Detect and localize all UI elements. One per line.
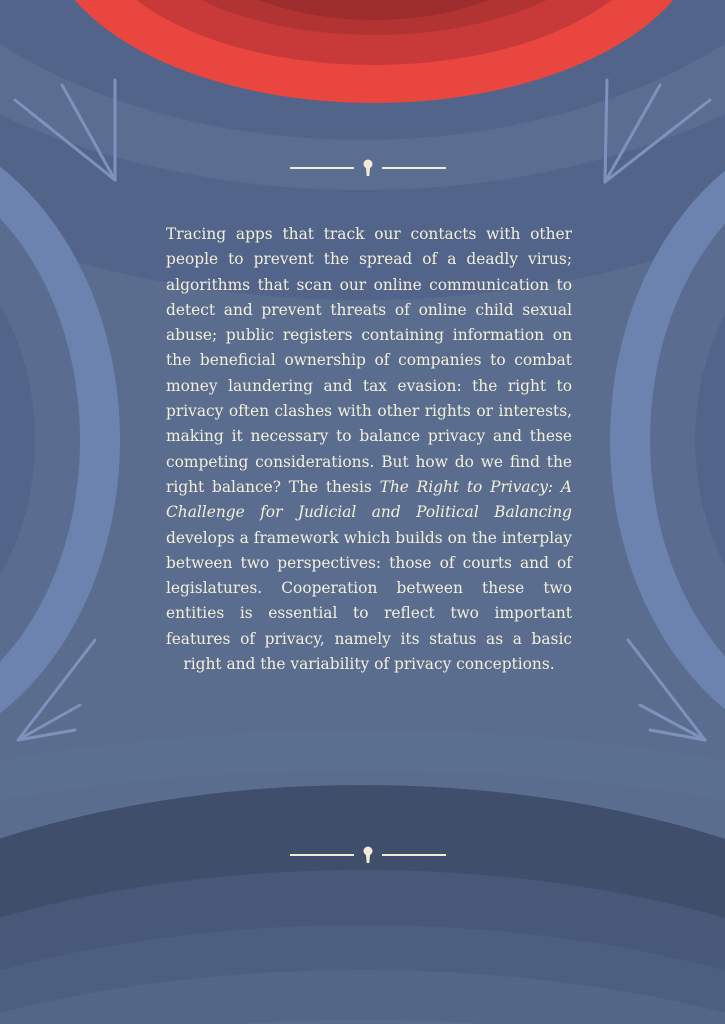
- bottom-divider: [290, 846, 446, 864]
- keyhole-icon: [362, 159, 374, 177]
- divider-line: [382, 854, 446, 856]
- keyhole-icon: [362, 846, 374, 864]
- divider-line: [382, 167, 446, 169]
- thesis-title: The Right to Privacy: A Challenge for Judicial and Political Balancing: [166, 477, 573, 522]
- top-divider: [290, 159, 446, 177]
- divider-line: [290, 167, 354, 169]
- paragraph-text: develops a framework which builds on the interplay between two perspectives: those of courts and of legislatures. Cooperation between these two entities is essential to reflect two important features of privacy, namely its status as a basic right and the variability of privacy conceptions.: [166, 528, 572, 674]
- divider-line: [290, 854, 354, 856]
- body-paragraph: [166, 222, 572, 677]
- paragraph-text: Tracing apps that track our contacts with other people to prevent the spread of a deadly virus; algorithms that scan our online communication to detect and prevent threats of online child sexual abuse; public registers containing information on the beneficial ownership of companies to combat money laundering and tax evasion: the right to privacy often clashes with other rights or interests, making it necessary to balance privacy and these competing considerations. But how do we find the right balance? The thesis: [166, 225, 572, 496]
